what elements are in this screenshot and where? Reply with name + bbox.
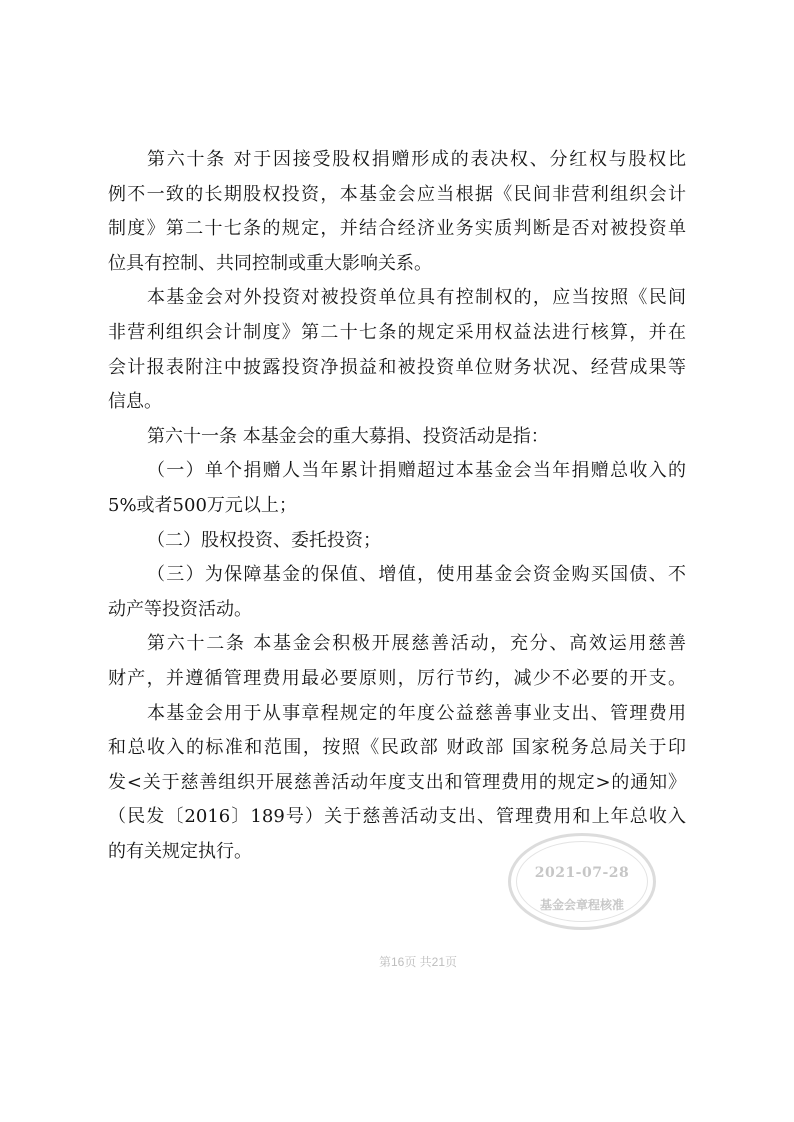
stamp-date: 2021-07-28 — [534, 865, 630, 881]
paragraph-control-investment — [108, 281, 686, 419]
text-line: 5%或者500万元以上； — [108, 494, 297, 516]
paragraph-article-62 — [108, 627, 686, 696]
text-line: 和总收入的标准和范围，按照《民政部 财政部 国家税务总局关于印 — [108, 737, 686, 759]
text-line: 制度》第二十七条的规定，并结合经济业务实质判断是否对被投资单 — [108, 218, 686, 240]
text-line: 例不一致的长期股权投资，本基金会应当根据《民间非营利组织会计 — [108, 183, 686, 205]
text-line: （二）股权投资、委托投资； — [147, 529, 381, 551]
text-line: 第六十条 对于因接受股权捐赠形成的表决权、分红权与股权比 — [147, 149, 686, 170]
text-line: （民发〔2016〕189号）关于慈善活动支出、管理费用和上年总收入 — [108, 806, 686, 828]
text-line: 位具有控制、共同控制或重大影响关系。 — [108, 252, 432, 274]
paragraph-article-60 — [108, 143, 686, 281]
paragraph-item-3 — [108, 558, 686, 627]
paragraph-item-1 — [108, 454, 686, 523]
paragraph-item-2 — [108, 524, 686, 559]
page-number: 第16页 共21页 — [378, 955, 458, 969]
text-line: （一）单个捐赠人当年累计捐赠超过本基金会当年捐赠总收入的 — [147, 460, 686, 482]
paragraph-article-61 — [108, 420, 686, 455]
text-line: 财产，并遵循管理费用最必要原则，厉行节约，减少不必要的开支。 — [108, 667, 686, 689]
text-line: 非营利组织会计制度》第二十七条的规定采用权益法进行核算，并在 — [108, 321, 686, 343]
approval-stamp — [508, 833, 656, 930]
text-line: 的有关规定执行。 — [108, 840, 252, 862]
text-line: 动产等投资活动。 — [108, 598, 252, 620]
text-line: 发<关于慈善组织开展慈善活动年度支出和管理费用的规定>的通知》 — [108, 771, 686, 793]
document-body — [108, 143, 686, 869]
text-line: 本基金会对外投资对被投资单位具有控制权的，应当按照《民间 — [147, 287, 686, 309]
text-line: 第六十二条 本基金会积极开展慈善活动，充分、高效运用慈善 — [147, 633, 686, 655]
text-line: 会计报表附注中披露投资净损益和被投资单位财务状况、经营成果等 — [108, 356, 686, 378]
text-line: （三）为保障基金的保值、增值，使用基金会资金购买国债、不 — [147, 564, 686, 586]
text-line: 信息。 — [108, 391, 162, 413]
text-line: 第六十一条 本基金会的重大募捐、投资活动是指： — [147, 425, 549, 447]
stamp-label: 基金会章程核准 — [539, 898, 624, 912]
text-line: 本基金会用于从事章程规定的年度公益慈善事业支出、管理费用 — [147, 702, 686, 724]
